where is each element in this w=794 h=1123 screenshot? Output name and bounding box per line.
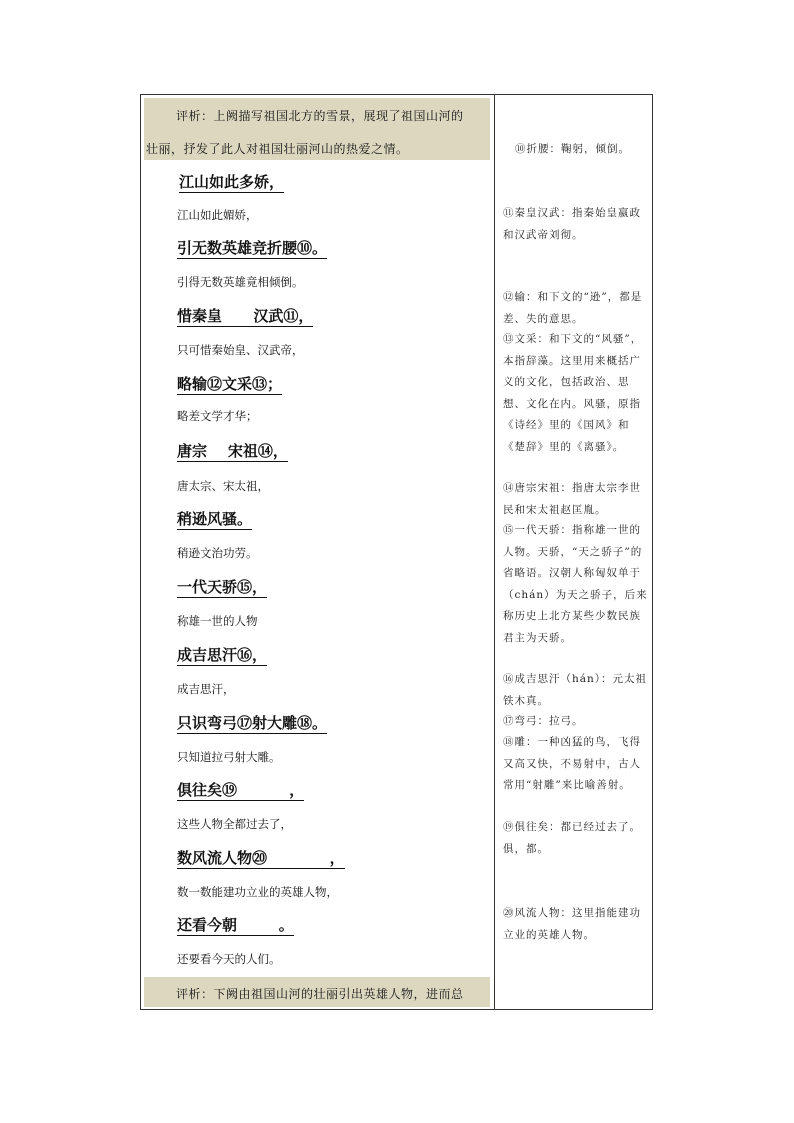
translation-line: 稍逊文治功劳。: [177, 546, 258, 560]
comment-text: 评析：下阙由祖国山河的壮丽引出英雄人物，进而总: [176, 987, 464, 1001]
footnote: ⑯成吉思汗（hán）：元太祖铁木真。: [503, 673, 648, 707]
poem-line: 唐宗 宋祖⑭，: [177, 442, 288, 460]
comment-text: 评析：上阙描写祖国北方的雪景，展现了祖国山河的: [176, 109, 464, 123]
poem-line: 略输⑫文采⑬；: [177, 375, 283, 393]
comment-box-bottom: [144, 977, 490, 1007]
comment-text: 壮丽，抒发了此人对祖国壮丽河山的热爱之情。: [146, 142, 409, 156]
translation-line: 唐太宗、宋太祖，: [177, 479, 269, 493]
footnote: ⑲俱往矣：都已经过去了。俱，都。: [503, 821, 641, 855]
translation-line: 这些人物全都过去了，: [177, 817, 292, 831]
translation-line: 数一数能建功立业的英雄人物，: [177, 885, 338, 899]
translation-line: 还要看今天的人们。: [177, 952, 281, 966]
translation-line: 称雄一世的人物: [177, 614, 258, 628]
footnote: ⑪秦皇汉武：指秦始皇嬴政和汉武帝刘彻。: [503, 207, 641, 241]
comment-box-top: [144, 98, 490, 160]
poem-line: 江山如此多娇，: [179, 173, 285, 191]
notes-column: [495, 95, 652, 1009]
poem-line: 引无数英雄竞折腰⑩。: [177, 239, 328, 257]
poem-line: 一代天骄⑮，: [177, 578, 268, 596]
poem-column: [141, 95, 494, 1009]
poem-line: 只识弯弓⑰射大雕⑱。: [177, 714, 328, 732]
translation-line: 成吉思汗，: [177, 682, 235, 696]
translation-line: 江山如此媚娇，: [177, 208, 258, 222]
footnote: ⑰弯弓：拉弓。: [503, 715, 584, 727]
poem-line: 成吉思汗⑯，: [177, 646, 268, 664]
footnote: ⑩折腰：鞠躬，倾倒。: [515, 143, 630, 155]
footnote: ⑫输：和下文的“逊”，都是差、失的意思。: [503, 291, 643, 325]
poem-line: 惜秦皇 汉武⑪，: [177, 307, 314, 325]
translation-line: 只可惜秦始皇、汉武帝，: [177, 343, 304, 357]
document-table: [140, 94, 653, 1010]
translation-line: 略差文学才华；: [177, 409, 258, 423]
footnote: ⑱雕：一种凶猛的鸟，飞得又高又快，不易射中，古人常用“射雕”来比喻善射。: [503, 736, 641, 791]
footnote: ⑮一代天骄：指称雄一世的人物。天骄，“天之骄子”的省略语。汉朝人称匈奴单于（chán）为天之骄子，后来称历史上北方某些少数民族君主为天骄。: [503, 524, 648, 644]
footnote: ⑬文采：和下文的“风骚”，本指辞藻。这里用来概括广义的文化，包括政治、思想、文化在内。风骚，原指《诗经》里的《国风》和《楚辞》里的《离骚》。: [503, 333, 643, 453]
translation-line: 引得无数英雄竟相倾倒。: [177, 275, 304, 289]
translation-line: 只知道拉弓射大雕。: [177, 750, 281, 764]
poem-line: 数风流人物⑳ ，: [177, 849, 345, 867]
poem-line: 俱往矣⑲ ，: [177, 781, 305, 799]
poem-line: 稍逊风骚。: [177, 510, 253, 528]
poem-line: 还看今朝 。: [177, 916, 294, 934]
footnote: ⑳风流人物：这里指能建功立业的英雄人物。: [503, 907, 641, 941]
footnote: ⑭唐宗宋祖：指唐太宗李世民和宋太祖赵匡胤。: [503, 482, 641, 516]
